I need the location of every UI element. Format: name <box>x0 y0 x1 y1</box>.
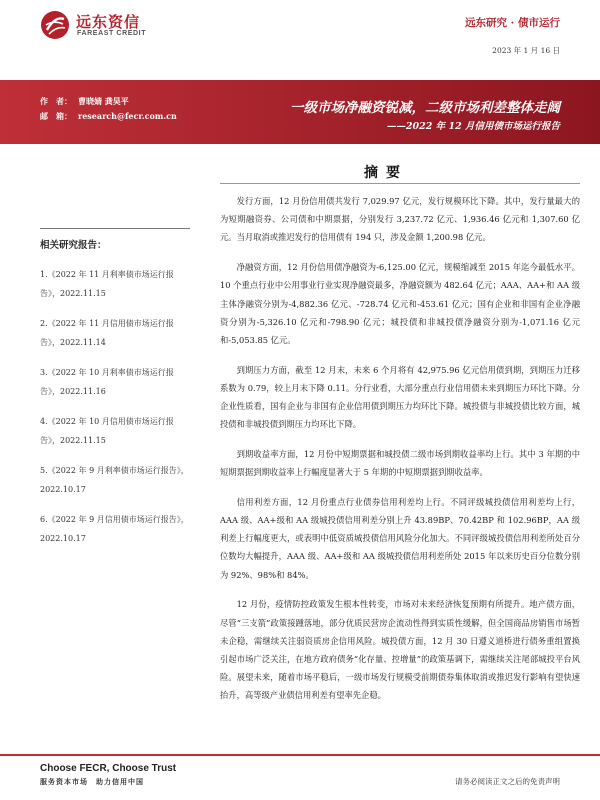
abstract-heading: 摘要 <box>364 165 408 181</box>
logo-chinese-name: 远东资信 <box>76 13 141 31</box>
footer-divider <box>0 754 600 756</box>
logo-english-name: FAREAST CREDIT <box>77 30 147 37</box>
footer-disclaimer: 请务必阅读正文之后的免责声明 <box>455 777 560 786</box>
footer-slogan-chinese: 服务资本市场 助力信用中国 <box>40 777 144 786</box>
related-report-item[interactable]: 2.《2022 年 11 月信用债市场运行报告》，2022.11.14 <box>40 319 174 347</box>
abstract-paragraph-credit-spread: 信用利差方面，12 月份重点行业债券信用利差均上行。不同评级城投债信用利差均上行，AAA 级、AA+级和 AA 级城投债信用利差分别上升 43.89BP、70.42BP 和 102.96BP，AA 级利差上行幅度更大，或表明中低资质城投债信用风险分化加大。不同评级城投债信用利差所处百分位数均大幅提升，AAA 级、AA+级和 AA 级城投债信用利差所处 2015 年以来历史百分位数分别为 92%、98%和 84%。 <box>220 496 580 580</box>
related-report-item[interactable]: 4.《2022 年 10 月信用债市场运行报告》，2022.11.15 <box>40 417 174 445</box>
abstract-body <box>220 192 580 705</box>
report-date: 2023 年 1 月 16 日 <box>492 46 560 55</box>
abstract-paragraph-maturity-pressure: 到期压力方面，截至 12 月末，未来 6 个月将有 42,975.96 亿元信用债到期，到期压力迁移系数为 0.79，较上月末下降 0.11。分行业看，大部分重点行业信用债未来到期压力环比下降。分企业性质看，国有企业与非国有企业信用债到期压力均环比下降。城投债与非城投债比较方面，城投债和非城投债到期压力均环比下降。 <box>220 364 580 430</box>
author-label: 作 者： <box>40 96 72 106</box>
author-names: 曹晓婧 龚昊平 <box>78 96 129 106</box>
report-category: 远东研究 · 债市运行 <box>465 17 560 29</box>
related-reports-sidebar <box>40 228 190 559</box>
page-header <box>0 0 600 42</box>
email-line <box>40 111 177 122</box>
abstract-paragraph-yield: 到期收益率方面，12 月份中短期票据和城投债二级市场到期收益率均上行。其中 3 年期的中短期票据到期收益率上行幅度显著大于 5 年期的中短期票据到期收益率。 <box>220 448 580 478</box>
related-report-item[interactable]: 6.《2022 年 9 月信用债市场运行报告》，2022.10.17 <box>40 515 189 543</box>
fareast-logo-icon <box>40 10 70 40</box>
title-banner <box>0 80 600 144</box>
abstract-paragraph-issuance: 发行方面，12 月份信用债共发行 7,029.97 亿元，发行规模环比下降。其中，发行量最大的为短期融资券、公司债和中期票据，分别发行 3,237.72 亿元、1,936.46 亿元和 1,307.60 亿元。当月取消或推迟发行的信用债有 194 只，涉及金额 1,200.98 亿元。 <box>220 196 580 243</box>
email-label: 邮 箱： <box>40 111 72 121</box>
company-logo <box>40 10 190 40</box>
footer-slogan-english: Choose FECR, Choose Trust <box>40 763 177 774</box>
abstract-divider <box>220 183 580 184</box>
abstract-paragraph-net-financing: 净融资方面，12 月份信用债净融资为-6,125.00 亿元，规模缩减至 2015 年迄今最低水平。10 个重点行业中公用事业行业实现净融资最多，净融资额为 482.64 亿元；AAA、AA+和 AA 级主体净融资分别为-4,882.36 亿元、-728.74 亿元和-453.61 亿元；国有企业和非国有企业净融资分别为-5,326.10 亿元和-798.90 亿元；城投债和非城投债净融资分别为-1,071.16 亿元和-5,053.85 亿元。 <box>220 262 580 345</box>
related-report-item[interactable]: 5.《2022 年 9 月利率债市场运行报告》，2022.10.17 <box>40 466 189 494</box>
report-title: 一级市场净融资锐减，二级市场利差整体走阔 <box>290 100 560 116</box>
related-report-item[interactable]: 1.《2022 年 11 月利率债市场运行报告》，2022.11.15 <box>40 270 174 298</box>
author-line <box>40 96 129 107</box>
abstract-paragraph-outlook: 12 月份，疫情防控政策发生根本性转变，市场对未来经济恢复预期有所提升。地产债方面，尽管“三支箭”政策接踵落地，部分优质民营房企流动性得到实质性缓解，但全国商品房销售市场暂未企稳，需继续关注弱资质房企信用风险。城投债方面，12 月 30 日遵义道桥进行债务重组置换引起市场广泛关注，在地方政府债务“化存量、控增量”的政策基调下，需继续关注尾部城投平台风险。展望未来，随着市场平稳后，一级市场发行规模受前期债券集体取消或推迟发行影响有望快速抬升，高等级产业债信用利差有望率先企稳。 <box>220 599 580 701</box>
sidebar-divider <box>40 228 190 229</box>
related-report-item[interactable]: 3.《2022 年 10 月利率债市场运行报告》，2022.11.16 <box>40 368 174 396</box>
related-reports-heading: 相关研究报告： <box>40 240 107 251</box>
email-address[interactable]: research@fecr.com.cn <box>78 111 177 121</box>
report-subtitle: ——2022 年 12 月信用债市场运行报告 <box>386 121 560 132</box>
